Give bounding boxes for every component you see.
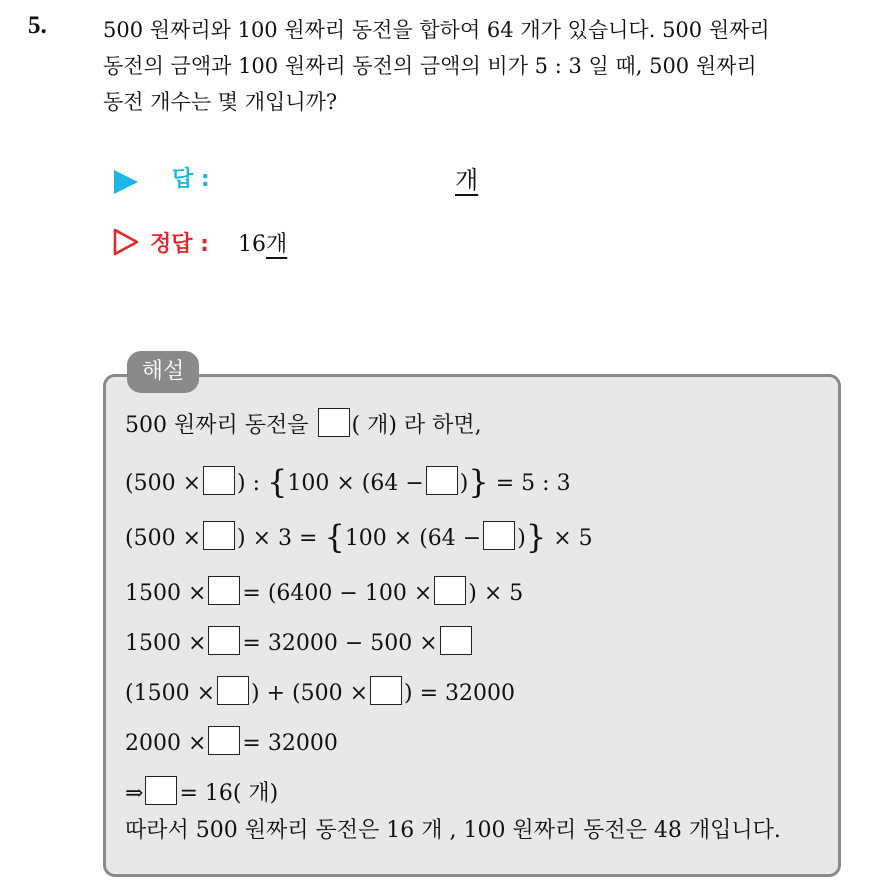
text: ⇒ xyxy=(125,781,144,806)
blank-box xyxy=(208,576,240,605)
blank-box xyxy=(483,521,515,550)
text: = 16( 개) xyxy=(179,781,279,806)
blank-box xyxy=(203,521,235,550)
text: = 5 : 3 xyxy=(495,471,571,496)
blank-box xyxy=(208,626,240,655)
correct-answer-label: 정답 : xyxy=(150,232,209,257)
text: 1500 × xyxy=(125,581,207,606)
text: 100 × (64 − xyxy=(287,471,424,496)
blank-box xyxy=(426,466,458,495)
outline-triangle-icon xyxy=(112,227,140,257)
correct-answer-value xyxy=(238,227,287,258)
blank-box xyxy=(203,466,235,495)
text: ) = 32000 xyxy=(404,681,516,706)
text: 500 원짜리 동전을 xyxy=(125,413,309,438)
correct-answer-unit: 개 xyxy=(266,232,288,257)
text: ) : xyxy=(237,471,261,496)
solution-line xyxy=(125,408,482,439)
blank-box xyxy=(208,726,240,755)
question-number: 5. xyxy=(28,12,47,39)
answer-row xyxy=(110,160,610,200)
brace-close: } xyxy=(525,518,547,556)
solution-line xyxy=(125,626,474,656)
solution-line xyxy=(125,576,523,606)
text: ( 개) 라 하면, xyxy=(351,413,482,438)
text: ) xyxy=(517,526,526,551)
text: (1500 × xyxy=(125,681,215,706)
brace-open: { xyxy=(324,518,345,556)
play-triangle-icon xyxy=(114,170,138,194)
solution-line xyxy=(125,776,278,807)
text: = 32000 − 500 × xyxy=(242,631,438,656)
text: ) × 5 xyxy=(468,581,524,606)
text: = 32000 xyxy=(242,731,338,756)
correct-answer-number: 16 xyxy=(238,232,266,257)
text: 1500 × xyxy=(125,631,207,656)
brace-close: } xyxy=(468,463,489,501)
solution-line xyxy=(125,676,515,706)
text: ) × 3 = xyxy=(237,526,318,551)
brace-open: { xyxy=(267,463,288,501)
answer-unit: 개 xyxy=(455,166,479,194)
blank-box xyxy=(217,676,249,705)
blank-box xyxy=(318,408,350,437)
question-text xyxy=(103,12,873,120)
text: (500 × xyxy=(125,471,202,496)
question-line: 동전 개수는 몇 개입니까? xyxy=(103,90,338,114)
text: × 5 xyxy=(553,526,593,551)
blank-box xyxy=(370,676,402,705)
question-line: 500 원짜리와 100 원짜리 동전을 합하여 64 개가 있습니다. 500 원짜리 xyxy=(103,18,770,42)
question-line: 동전의 금액과 100 원짜리 동전의 금액의 비가 5 : 3 일 때, 500 원짜리 xyxy=(103,54,757,78)
solution-tab: 해설 xyxy=(127,351,199,393)
text: ) xyxy=(459,471,469,496)
solution-conclusion: 따라서 500 원짜리 동전은 16 개 , 100 원짜리 동전은 48 개입니다. xyxy=(125,818,781,843)
correct-answer-row xyxy=(110,223,610,263)
blank-box xyxy=(145,776,177,805)
blank-box xyxy=(434,576,466,605)
solution-line xyxy=(125,726,338,756)
text: (500 × xyxy=(125,526,202,551)
answer-label: 답 : xyxy=(172,167,210,192)
text: = (6400 − 100 × xyxy=(242,581,433,606)
text: ) + (500 × xyxy=(251,681,369,706)
text: 2000 × xyxy=(125,731,207,756)
solution-line xyxy=(125,463,571,501)
blank-box xyxy=(440,626,472,655)
text: 100 × (64 − xyxy=(344,526,482,551)
solution-line xyxy=(125,518,593,556)
